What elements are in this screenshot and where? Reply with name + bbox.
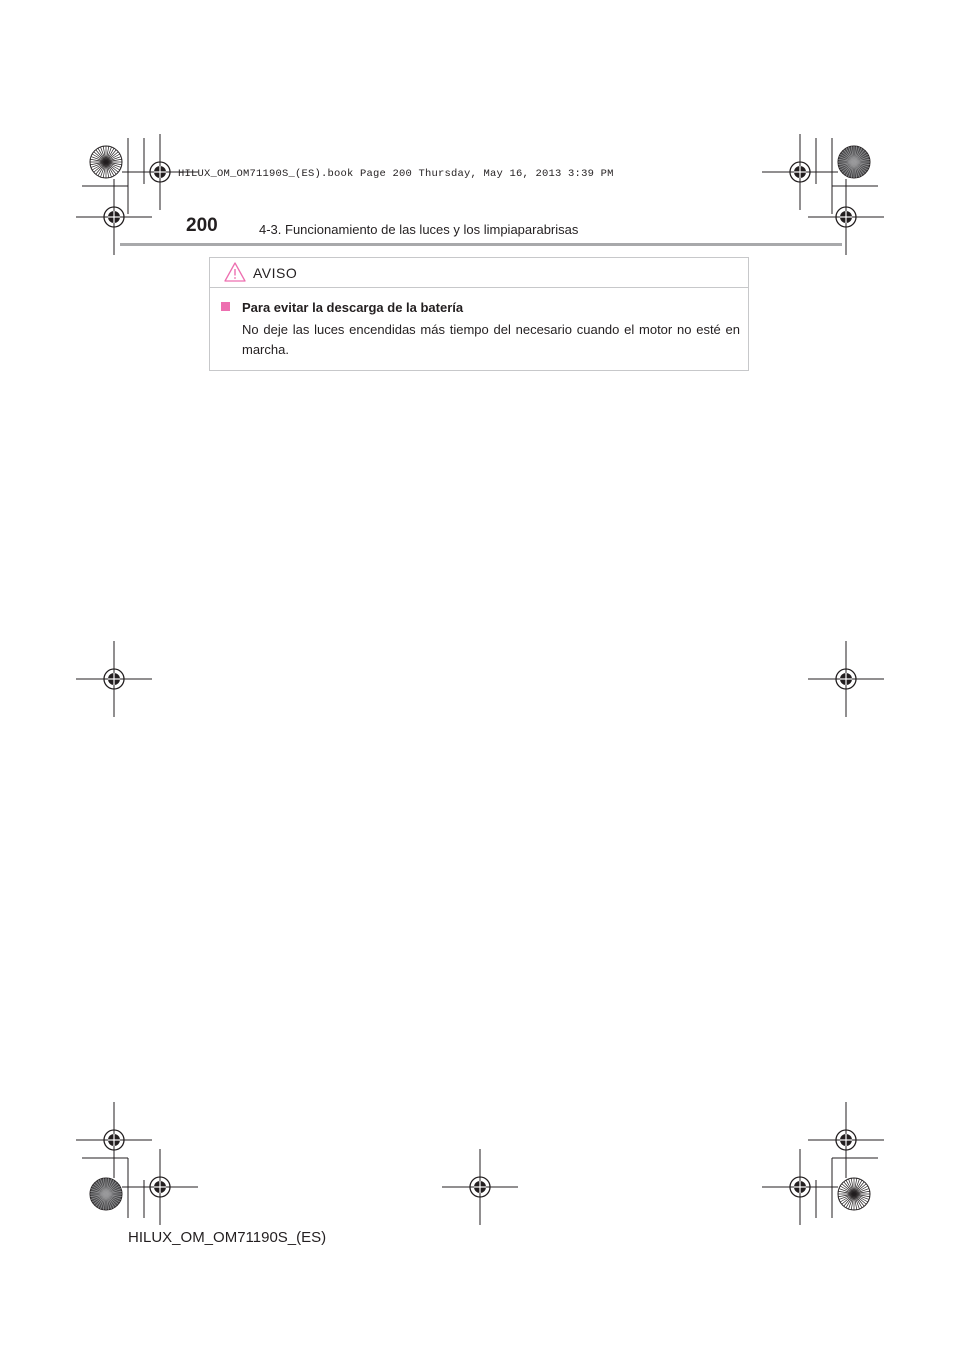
warning-heading: Para evitar la descarga de la batería bbox=[242, 300, 464, 315]
page-number: 200 bbox=[186, 215, 218, 236]
warning-header bbox=[210, 258, 748, 288]
warning-body: No deje las luces encendidas más tiempo del necesario cuando el motor no esté en marcha. bbox=[242, 322, 740, 357]
section-title: 4-3. Funcionamiento de las luces y los limpiaparabrisas bbox=[259, 222, 579, 237]
footer-code: HILUX_OM_OM71190S_(ES) bbox=[128, 1229, 327, 1246]
warning-box bbox=[209, 257, 749, 371]
warning-label: AVISO bbox=[253, 265, 298, 281]
print-info: HILUX_OM_OM71190S_(ES).book Page 200 Thursday, May 16, 2013 3:39 PM bbox=[178, 168, 614, 180]
bullet-square-icon bbox=[221, 302, 230, 311]
rosette-icon bbox=[838, 1178, 870, 1210]
rosette-icon bbox=[838, 146, 870, 178]
rosette-icon bbox=[90, 146, 122, 178]
warning-triangle-icon bbox=[224, 262, 246, 282]
header-rule bbox=[120, 243, 842, 246]
rosette-icon bbox=[90, 1178, 122, 1210]
